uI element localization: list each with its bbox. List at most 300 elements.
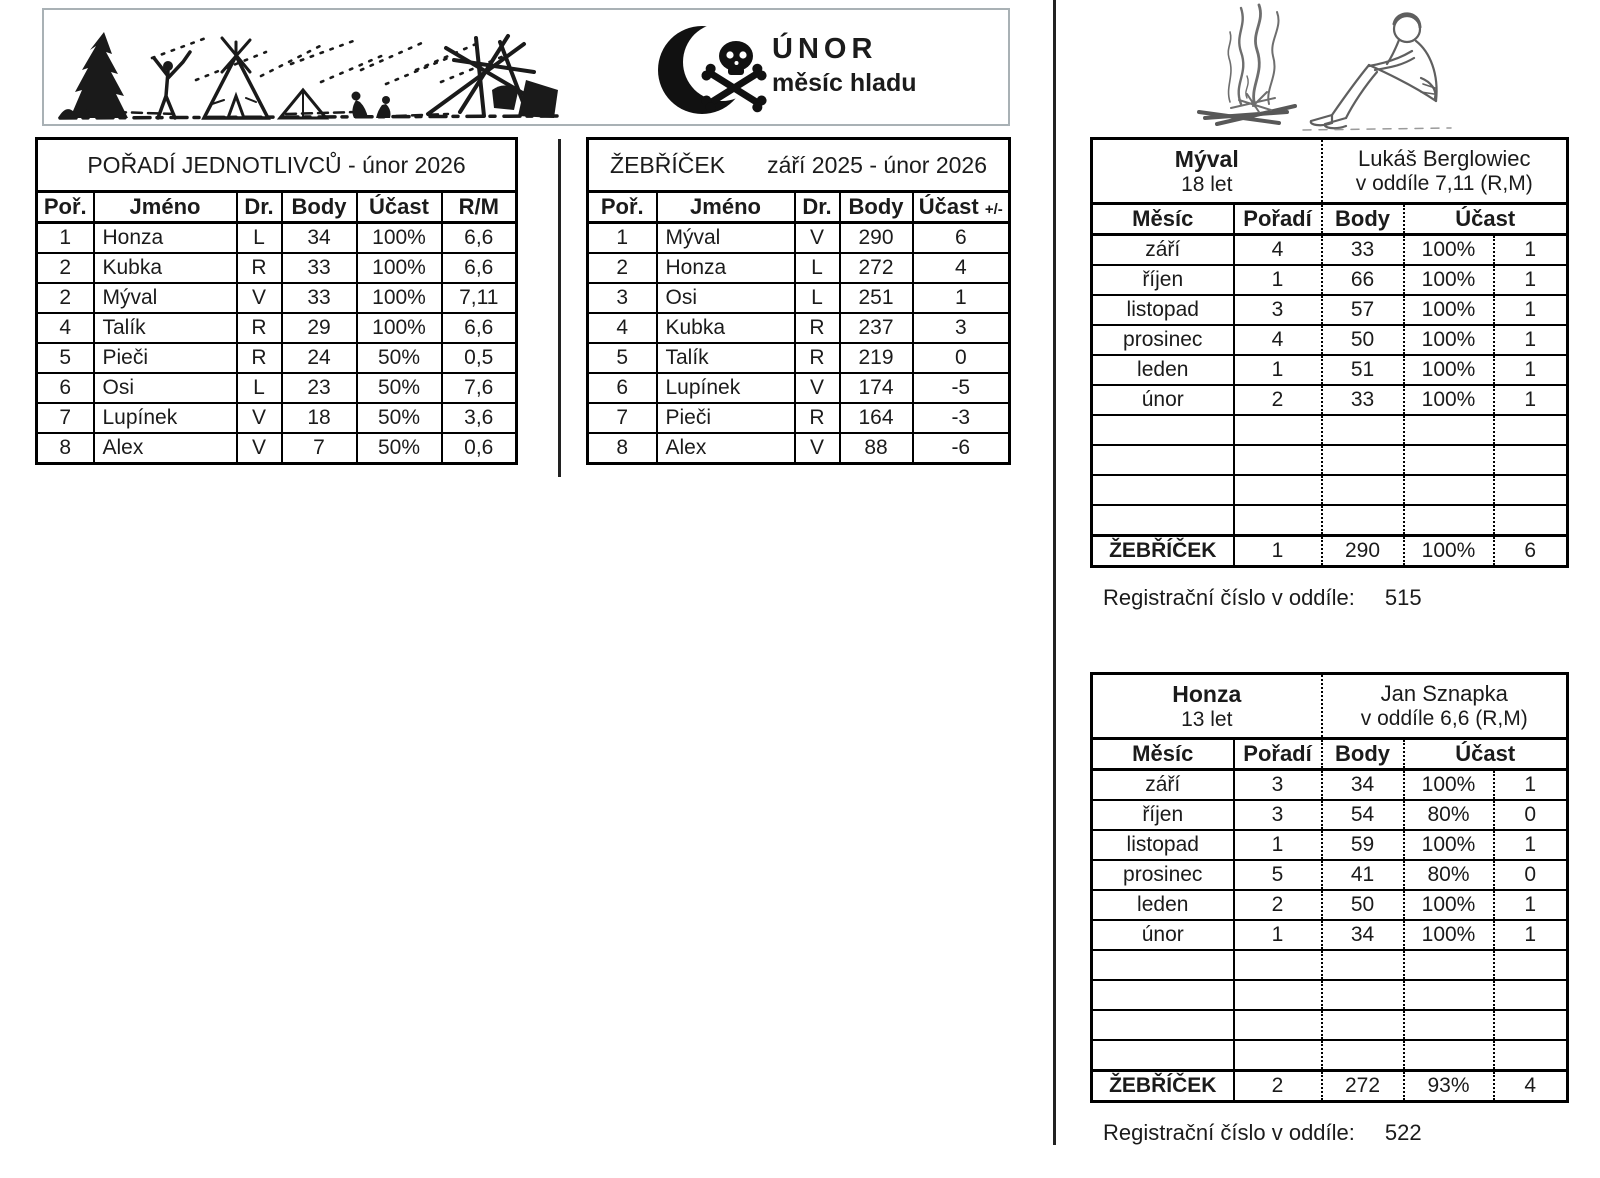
- table-cell: V: [237, 283, 282, 313]
- table-cell: 2: [588, 253, 657, 283]
- table-cell: 1: [1234, 265, 1322, 295]
- table-cell: 50%: [357, 433, 442, 464]
- card-header-row: [1092, 739, 1568, 770]
- table-cell: 33: [282, 253, 357, 283]
- table-cell: 8: [588, 433, 657, 464]
- table-cell: 2: [1234, 385, 1322, 415]
- empty-cell: [1404, 505, 1494, 536]
- empty-cell: [1494, 445, 1568, 475]
- table-row: [588, 313, 1010, 343]
- col-header-mesic: Měsíc: [1092, 204, 1234, 235]
- header-banner: [42, 8, 1010, 126]
- empty-cell: [1234, 1040, 1322, 1071]
- table-cell: 219: [840, 343, 913, 373]
- summary-body: 272: [1322, 1071, 1404, 1102]
- table-cell: 5: [37, 343, 94, 373]
- table-cell: 174: [840, 373, 913, 403]
- registration-number: 522: [1384, 1120, 1422, 1145]
- card-title-row: [1092, 139, 1568, 204]
- table-cell: 7,6: [442, 373, 517, 403]
- empty-cell: [1092, 1010, 1234, 1040]
- table-cell: R: [795, 313, 840, 343]
- card-months-body: [1092, 770, 1568, 951]
- table-cell: 2: [37, 283, 94, 313]
- empty-cell: [1234, 415, 1322, 445]
- table-cell: 50%: [357, 373, 442, 403]
- table-cell: leden: [1092, 355, 1234, 385]
- table-cell: R: [237, 253, 282, 283]
- table-cell: 100%: [1404, 385, 1494, 415]
- table-cell: 3,6: [442, 403, 517, 433]
- table-cell: Mýval: [94, 283, 237, 313]
- table-cell: 4: [37, 313, 94, 343]
- col-header-body: Body: [840, 192, 913, 223]
- table-cell: 251: [840, 283, 913, 313]
- col-header-poradi: Pořadí: [1234, 204, 1322, 235]
- table-cell: 100%: [1404, 325, 1494, 355]
- col-header-ucast: Účast: [1404, 204, 1568, 235]
- col-header-body: Body: [1322, 204, 1404, 235]
- table-cell: leden: [1092, 890, 1234, 920]
- table-cell: 50: [1322, 890, 1404, 920]
- empty-row: [1092, 475, 1568, 505]
- table-cell: 54: [1322, 800, 1404, 830]
- empty-cell: [1092, 505, 1234, 536]
- table-cell: 1: [1494, 235, 1568, 266]
- table-cell: -6: [913, 433, 1010, 464]
- ladder-title-range: září 2025 - únor 2026: [767, 151, 988, 178]
- summary-ucast: 93%: [1404, 1071, 1494, 1102]
- table-cell: 3: [1234, 800, 1322, 830]
- individual-ranking-table: [35, 137, 518, 465]
- empty-cell: [1234, 980, 1322, 1010]
- table-row: [37, 313, 517, 343]
- empty-cell: [1404, 1040, 1494, 1071]
- table-cell: 41: [1322, 860, 1404, 890]
- table-cell: 1: [1494, 920, 1568, 950]
- table-row: [1092, 890, 1568, 920]
- table-cell: 6,6: [442, 313, 517, 343]
- empty-cell: [1494, 505, 1568, 536]
- col-header-por: Poř.: [37, 192, 94, 223]
- table-cell: 3: [588, 283, 657, 313]
- table-cell: 6: [37, 373, 94, 403]
- registration-line: [1103, 1120, 1422, 1146]
- registration-label: Registrační číslo v oddíle:: [1103, 1120, 1355, 1145]
- table-cell: 272: [840, 253, 913, 283]
- table-cell: Honza: [94, 223, 237, 254]
- table-row: [588, 373, 1010, 403]
- summary-label: ŽEBŘÍČEK: [1092, 1071, 1234, 1102]
- empty-cell: [1322, 980, 1404, 1010]
- vertical-divider-tables: [558, 139, 561, 477]
- table-cell: Osi: [94, 373, 237, 403]
- table-cell: 3: [913, 313, 1010, 343]
- table-row: [37, 403, 517, 433]
- empty-cell: [1092, 950, 1234, 980]
- table-cell: Kubka: [657, 313, 795, 343]
- table-cell: 23: [282, 373, 357, 403]
- table-cell: 1: [1494, 295, 1568, 325]
- table-cell: 7,11: [442, 283, 517, 313]
- card-months-body: [1092, 235, 1568, 416]
- moon-skull-icon: [656, 18, 768, 120]
- table-cell: září: [1092, 770, 1234, 801]
- member-card-myval: [1090, 137, 1569, 568]
- empty-cell: [1234, 445, 1322, 475]
- col-header-dr: Dr.: [237, 192, 282, 223]
- empty-cell: [1322, 1040, 1404, 1071]
- empty-cell: [1404, 445, 1494, 475]
- member-nickname: Honza: [1172, 680, 1242, 707]
- summary-body: 290: [1322, 536, 1404, 567]
- table-row: [37, 433, 517, 464]
- table-row: [37, 343, 517, 373]
- table-row: [588, 223, 1010, 254]
- table-cell: V: [795, 223, 840, 254]
- empty-cell: [1322, 415, 1404, 445]
- table-cell: Kubka: [94, 253, 237, 283]
- table-cell: Honza: [657, 253, 795, 283]
- table-cell: 6: [588, 373, 657, 403]
- table-cell: 33: [282, 283, 357, 313]
- col-header-jmeno: Jméno: [94, 192, 237, 223]
- table-cell: V: [795, 433, 840, 464]
- table-cell: 59: [1322, 830, 1404, 860]
- empty-cell: [1234, 950, 1322, 980]
- table-cell: 6,6: [442, 253, 517, 283]
- table-cell: 1: [1494, 325, 1568, 355]
- table-cell: 33: [1322, 385, 1404, 415]
- table-row: [588, 283, 1010, 313]
- col-header-por: Poř.: [588, 192, 657, 223]
- table-cell: 100%: [1404, 770, 1494, 801]
- month-subtitle: měsíc hladu: [772, 68, 917, 97]
- vertical-divider-main: [1053, 0, 1056, 1145]
- table-row: [588, 343, 1010, 373]
- table-cell: únor: [1092, 385, 1234, 415]
- table-cell: 1: [1494, 265, 1568, 295]
- table-cell: V: [795, 373, 840, 403]
- col-header-dr: Dr.: [795, 192, 840, 223]
- member-unit: v oddíle 6,6 (R,M): [1360, 707, 1528, 730]
- table-cell: 50: [1322, 325, 1404, 355]
- member-fullname: Lukáš Berglowiec: [1358, 146, 1531, 171]
- ladder-table-body: [588, 223, 1010, 464]
- member-unit: v oddíle 7,11 (R,M): [1355, 172, 1533, 195]
- empty-cell: [1322, 445, 1404, 475]
- table-cell: 100%: [1404, 295, 1494, 325]
- empty-cell: [1322, 1010, 1404, 1040]
- table-cell: 50%: [357, 343, 442, 373]
- table-cell: -5: [913, 373, 1010, 403]
- table-cell: 100%: [357, 223, 442, 254]
- summary-delta: 6: [1494, 536, 1568, 567]
- table-cell: 50%: [357, 403, 442, 433]
- empty-cell: [1494, 950, 1568, 980]
- table-cell: 34: [1322, 920, 1404, 950]
- table-row: [1092, 355, 1568, 385]
- table-row: [1092, 295, 1568, 325]
- empty-row: [1092, 950, 1568, 980]
- table-cell: 88: [840, 433, 913, 464]
- card-nickname-cell: [1092, 674, 1322, 739]
- table-cell: 1: [1234, 830, 1322, 860]
- table-row: [588, 433, 1010, 464]
- table-cell: listopad: [1092, 830, 1234, 860]
- table-cell: listopad: [1092, 295, 1234, 325]
- table-row: [1092, 385, 1568, 415]
- empty-cell: [1092, 415, 1234, 445]
- col-header-ucast: Účast: [357, 192, 442, 223]
- table-cell: 100%: [1404, 355, 1494, 385]
- card-nickname-cell: [1092, 139, 1322, 204]
- table-cell: L: [795, 283, 840, 313]
- member-age: 13 let: [1181, 707, 1233, 731]
- card-summary-row: [1092, 536, 1568, 567]
- card-summary-row: [1092, 1071, 1568, 1102]
- table-cell: 100%: [357, 253, 442, 283]
- col-header-jmeno: Jméno: [657, 192, 795, 223]
- table-cell: L: [237, 373, 282, 403]
- table-cell: 290: [840, 223, 913, 254]
- individual-table-title: POŘADÍ JEDNOTLIVCŮ - únor 2026: [37, 139, 517, 192]
- table-row: [1092, 920, 1568, 950]
- table-cell: 1: [1494, 830, 1568, 860]
- table-cell: 4: [588, 313, 657, 343]
- table-cell: 100%: [357, 313, 442, 343]
- table-header-row: [37, 192, 517, 223]
- table-cell: 7: [37, 403, 94, 433]
- table-cell: 100%: [1404, 265, 1494, 295]
- table-cell: Talík: [94, 313, 237, 343]
- table-cell: prosinec: [1092, 860, 1234, 890]
- empty-cell: [1494, 475, 1568, 505]
- table-row: [37, 223, 517, 254]
- table-cell: 100%: [1404, 890, 1494, 920]
- table-cell: 6,6: [442, 223, 517, 254]
- card-title-row: [1092, 674, 1568, 739]
- card-header-row: [1092, 204, 1568, 235]
- table-cell: 3: [1234, 770, 1322, 801]
- table-cell: 29: [282, 313, 357, 343]
- table-cell: 7: [588, 403, 657, 433]
- table-cell: říjen: [1092, 800, 1234, 830]
- empty-cell: [1322, 950, 1404, 980]
- table-cell: 1: [1234, 920, 1322, 950]
- table-cell: 57: [1322, 295, 1404, 325]
- col-header-mesic: Měsíc: [1092, 739, 1234, 770]
- col-header-poradi: Pořadí: [1234, 739, 1322, 770]
- table-cell: 80%: [1404, 860, 1494, 890]
- table-row: [588, 253, 1010, 283]
- empty-cell: [1404, 980, 1494, 1010]
- table-title-row: [588, 139, 1010, 192]
- member-nickname: Mýval: [1174, 145, 1239, 172]
- individual-table-body: [37, 223, 517, 464]
- table-cell: 100%: [357, 283, 442, 313]
- col-header-ucast-plusminus: [913, 192, 1010, 223]
- empty-cell: [1322, 505, 1404, 536]
- ladder-table-title: [588, 139, 1010, 192]
- plus-minus-suffix: +/-: [984, 201, 1003, 218]
- table-cell: 4: [1234, 235, 1322, 266]
- table-cell: 0: [1494, 860, 1568, 890]
- empty-cell: [1092, 980, 1234, 1010]
- empty-cell: [1234, 1010, 1322, 1040]
- table-header-row: [588, 192, 1010, 223]
- table-cell: 6: [913, 223, 1010, 254]
- card-person-cell: [1322, 139, 1568, 204]
- table-cell: 1: [913, 283, 1010, 313]
- table-row: [1092, 325, 1568, 355]
- table-cell: 1: [1494, 355, 1568, 385]
- table-cell: 34: [1322, 770, 1404, 801]
- table-cell: prosinec: [1092, 325, 1234, 355]
- table-cell: 0,5: [442, 343, 517, 373]
- empty-cell: [1092, 475, 1234, 505]
- table-cell: 1: [1494, 770, 1568, 801]
- table-cell: Alex: [657, 433, 795, 464]
- table-cell: 33: [1322, 235, 1404, 266]
- table-cell: 1: [37, 223, 94, 254]
- summary-ucast: 100%: [1404, 536, 1494, 567]
- registration-line: [1103, 585, 1422, 611]
- table-cell: Osi: [657, 283, 795, 313]
- table-cell: 2: [37, 253, 94, 283]
- member-fullname: Jan Sznapka: [1380, 681, 1508, 706]
- table-row: [1092, 265, 1568, 295]
- table-row: [37, 283, 517, 313]
- table-cell: 7: [282, 433, 357, 464]
- table-cell: R: [795, 403, 840, 433]
- table-cell: 51: [1322, 355, 1404, 385]
- empty-cell: [1404, 1010, 1494, 1040]
- table-cell: 1: [1234, 355, 1322, 385]
- table-cell: 5: [588, 343, 657, 373]
- empty-row: [1092, 415, 1568, 445]
- ladder-table: [586, 137, 1011, 465]
- table-cell: 80%: [1404, 800, 1494, 830]
- empty-cell: [1092, 1040, 1234, 1071]
- col-header-ucast-text: Účast: [918, 194, 979, 219]
- table-cell: 164: [840, 403, 913, 433]
- card-person-cell: [1322, 674, 1568, 739]
- card-empty-body: [1092, 950, 1568, 1071]
- table-cell: 3: [1234, 295, 1322, 325]
- table-cell: 34: [282, 223, 357, 254]
- table-cell: 1: [588, 223, 657, 254]
- table-cell: 0: [1494, 800, 1568, 830]
- table-cell: R: [237, 313, 282, 343]
- empty-cell: [1404, 475, 1494, 505]
- table-row: [37, 253, 517, 283]
- table-cell: 2: [1234, 890, 1322, 920]
- table-row: [1092, 860, 1568, 890]
- month-title: ÚNOR: [772, 33, 878, 65]
- summary-rank: 2: [1234, 1071, 1322, 1102]
- empty-cell: [1404, 415, 1494, 445]
- table-cell: 66: [1322, 265, 1404, 295]
- table-cell: 4: [913, 253, 1010, 283]
- table-cell: Pieči: [657, 403, 795, 433]
- empty-cell: [1092, 445, 1234, 475]
- empty-row: [1092, 980, 1568, 1010]
- table-cell: 100%: [1404, 920, 1494, 950]
- col-header-body: Body: [1322, 739, 1404, 770]
- empty-cell: [1494, 1010, 1568, 1040]
- table-cell: 8: [37, 433, 94, 464]
- table-cell: 100%: [1404, 235, 1494, 266]
- empty-cell: [1494, 980, 1568, 1010]
- campfire-boy-illustration: [1183, 2, 1478, 136]
- table-cell: 0: [913, 343, 1010, 373]
- ladder-title-word: ŽEBŘÍČEK: [610, 151, 726, 178]
- table-row: [1092, 235, 1568, 266]
- summary-delta: 4: [1494, 1071, 1568, 1102]
- member-age: 18 let: [1181, 172, 1233, 196]
- empty-cell: [1494, 1040, 1568, 1071]
- empty-row: [1092, 505, 1568, 536]
- camp-scene-illustration: [56, 30, 561, 122]
- table-cell: V: [237, 403, 282, 433]
- table-cell: 237: [840, 313, 913, 343]
- table-cell: V: [237, 433, 282, 464]
- table-cell: únor: [1092, 920, 1234, 950]
- col-header-ucast: Účast: [1404, 739, 1568, 770]
- table-row: [1092, 800, 1568, 830]
- table-cell: září: [1092, 235, 1234, 266]
- table-cell: Talík: [657, 343, 795, 373]
- table-cell: Alex: [94, 433, 237, 464]
- table-row: [1092, 830, 1568, 860]
- registration-label: Registrační číslo v oddíle:: [1103, 585, 1355, 610]
- table-cell: Mýval: [657, 223, 795, 254]
- col-header-body: Body: [282, 192, 357, 223]
- table-cell: 4: [1234, 325, 1322, 355]
- empty-cell: [1234, 475, 1322, 505]
- table-cell: 0,6: [442, 433, 517, 464]
- table-cell: R: [795, 343, 840, 373]
- table-cell: Pieči: [94, 343, 237, 373]
- empty-row: [1092, 445, 1568, 475]
- table-row: [1092, 770, 1568, 801]
- table-cell: Lupínek: [657, 373, 795, 403]
- empty-cell: [1322, 475, 1404, 505]
- registration-number: 515: [1384, 585, 1422, 610]
- empty-row: [1092, 1040, 1568, 1071]
- table-cell: říjen: [1092, 265, 1234, 295]
- table-cell: R: [237, 343, 282, 373]
- table-title-row: [37, 139, 517, 192]
- table-cell: 24: [282, 343, 357, 373]
- summary-label: ŽEBŘÍČEK: [1092, 536, 1234, 567]
- card-empty-body: [1092, 415, 1568, 536]
- table-cell: 100%: [1404, 830, 1494, 860]
- table-cell: 1: [1494, 890, 1568, 920]
- table-cell: Lupínek: [94, 403, 237, 433]
- summary-rank: 1: [1234, 536, 1322, 567]
- table-cell: -3: [913, 403, 1010, 433]
- table-cell: 5: [1234, 860, 1322, 890]
- table-row: [588, 403, 1010, 433]
- empty-row: [1092, 1010, 1568, 1040]
- table-cell: L: [237, 223, 282, 254]
- empty-cell: [1234, 505, 1322, 536]
- table-cell: 1: [1494, 385, 1568, 415]
- table-cell: L: [795, 253, 840, 283]
- empty-cell: [1404, 950, 1494, 980]
